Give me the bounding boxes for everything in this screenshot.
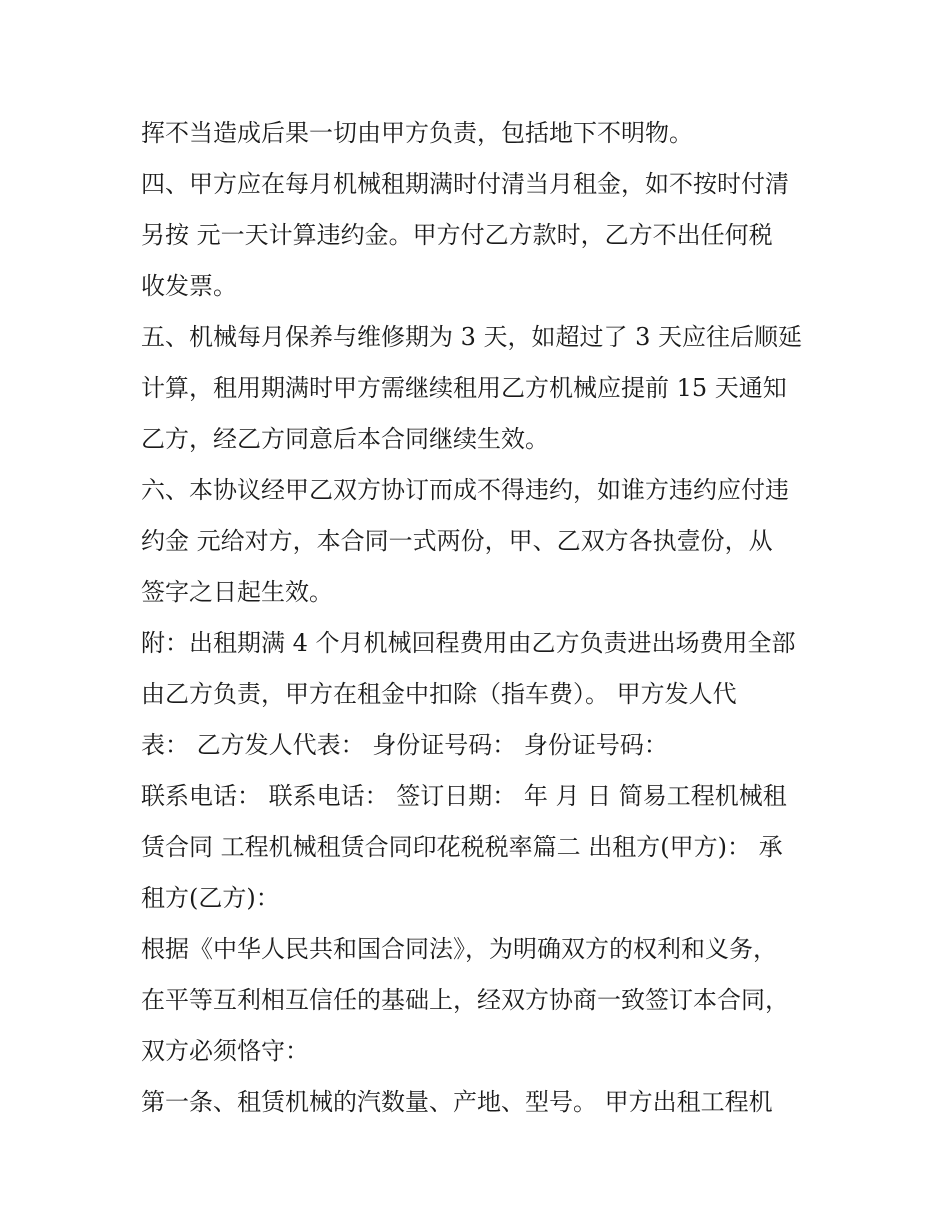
text-line: 赁合同 工程机械租赁合同印花税税率篇二 出租方(甲方)： 承 [141,833,783,861]
text-line: 在平等互利相互信任的基础上，经双方协商一致签订本合同， [141,986,789,1014]
text-line: 联系电话： 联系电话： 签订日期： 年 月 日 简易工程机械租 [141,782,787,810]
text-line: 附：出租期满 4 个月机械回程费用由乙方负责进出场费用全部 [141,629,796,657]
text-line: 租方(乙方)： [141,884,280,912]
text-line: 双方必须恪守： [141,1037,309,1065]
text-line: 六、本协议经甲乙双方协订而成不得违约，如谁方违约应付违 [141,476,789,504]
text-line: 约金 元给对方，本合同一式两份，甲、乙双方各执壹份，从 [141,527,773,555]
text-line: 四、甲方应在每月机械租期满时付清当月租金，如不按时付清 [141,170,789,198]
text-line: 五、机械每月保养与维修期为 3 天，如超过了 3 天应往后顺延 [141,323,803,351]
text-line: 签字之日起生效。 [141,578,333,606]
text-line: 由乙方负责，甲方在租金中扣除（指车费）。 甲方发人代 [141,680,737,708]
text-line: 收发票。 [141,272,237,300]
text-line: 乙方，经乙方同意后本合同继续生效。 [141,425,549,453]
text-line: 表： 乙方发人代表： 身份证号码： 身份证号码： [141,731,668,759]
text-line: 根据《中华人民共和国合同法》，为明确双方的权利和义务， [141,935,777,963]
contract-text [141,108,821,1128]
text-line: 计算，租用期满时甲方需继续租用乙方机械应提前 15 天通知 [141,374,787,402]
text-line: 第一条、租赁机械的汽数量、产地、型号。 甲方出租工程机 [141,1088,773,1116]
text-line: 另按 元一天计算违约金。甲方付乙方款时，乙方不出任何税 [141,221,773,249]
text-line: 挥不当造成后果一切由甲方负责，包括地下不明物。 [141,119,693,147]
